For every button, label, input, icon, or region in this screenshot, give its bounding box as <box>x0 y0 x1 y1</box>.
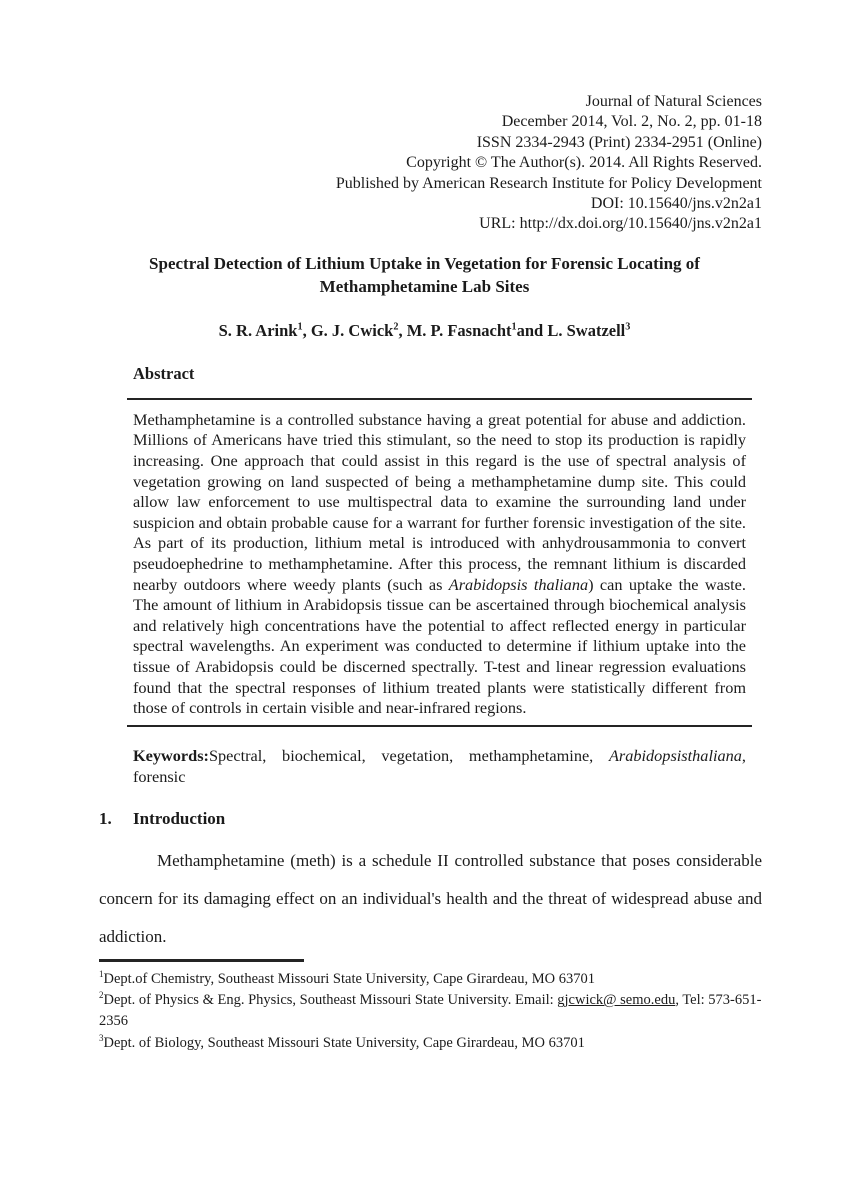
section-1-heading <box>99 807 762 830</box>
abstract-paragraph <box>127 410 752 719</box>
keywords-species-name: Arabidopsisthaliana <box>608 745 742 765</box>
author-2-affiliation-sup: 2 <box>393 321 399 333</box>
journal-copyright-line: Copyright © The Author(s). 2014. All Rights Reserved. <box>406 154 762 172</box>
footnote-3-marker: 3 <box>99 1033 104 1044</box>
journal-doi-line: DOI: 10.15640/jns.v2n2a1 <box>590 195 762 213</box>
journal-issue-line: December 2014, Vol. 2, No. 2, pp. 01-18 <box>501 113 762 131</box>
keywords-line <box>127 745 752 787</box>
footnotes-block <box>99 969 769 1055</box>
footnote-2-text: Dept. of Physics & Eng. Physics, Southeast Missouri State University. Email: <box>103 992 558 1009</box>
footnote-1-text: Dept.of Chemistry, Southeast Missouri State University, Cape Girardeau, MO 63701 <box>103 970 595 987</box>
footnote-3 <box>99 1033 769 1054</box>
footnote-separator <box>99 959 304 962</box>
footnote-3-text: Dept. of Biology, Southeast Missouri State University, Cape Girardeau, MO 63701 <box>103 1034 585 1051</box>
abstract-heading: Abstract <box>133 363 195 383</box>
journal-header <box>0 0 762 235</box>
paper-title-line-1: Spectral Detection of Lithium Uptake in Vegetation for Forensic Locating of <box>149 253 700 273</box>
abstract-species-name: Arabidopsis thaliana <box>448 574 589 594</box>
keywords-label: Keywords: <box>133 745 209 765</box>
journal-name: Journal of Natural Sciences <box>585 93 762 110</box>
paper-title <box>0 252 849 298</box>
footnote-1 <box>99 969 769 990</box>
journal-issn-line: ISSN 2334-2943 (Print) 2334-2951 (Online) <box>476 133 762 151</box>
email-link[interactable]: gjcwick@ semo.edu <box>557 992 676 1009</box>
footnote-2-tel: , Tel: 573-651-2356 <box>99 992 762 1030</box>
keywords-text-1: Spectral, biochemical, vegetation, methamphetamine, <box>208 745 609 765</box>
abstract-bottom-divider <box>127 725 752 727</box>
abstract-text-part-1: Methamphetamine is a controlled substance having a great potential for abuse and addiction. Millions of Americans have tried this stimulant, so the need to stop its production is rapidly increasing. One approach that could assist in this regard is the use of spectral analysis of vegetation growing on land suspected of being a methamphetamine dump site. This could allow law enforcement to use multispectral data to examine the surrounding land under suspicion and obtain probable cause for a warrant for further forensic investigation of the site. As part of its production, lithium metal is introduced with anhydrousammonia to convert pseudoephedrine to methamphetamine. After this process, the remnant lithium is discarded nearby outdoors where weedy plants (such as <box>133 409 746 594</box>
journal-url-line: URL: http://dx.doi.org/10.15640/jns.v2n2a1 <box>479 215 762 233</box>
introduction-paragraph: Methamphetamine (meth) is a schedule II controlled substance that poses considerable concern for its damaging effect on an individual's health and the threat of widespread abuse and addiction. <box>99 850 762 947</box>
author-3-affiliation-sup: 1 <box>511 321 517 333</box>
footnote-2 <box>99 990 769 1033</box>
footnote-2-marker: 2 <box>99 990 104 1001</box>
section-1-number: 1. <box>99 808 112 828</box>
author-3: , M. P. Fasnacht <box>398 320 512 340</box>
author-2: , G. J. Cwick <box>302 320 394 340</box>
journal-publisher-line: Published by American Research Institute for Policy Development <box>335 174 762 192</box>
abstract-top-divider <box>127 398 752 400</box>
authors-line <box>0 320 849 342</box>
abstract-section <box>127 363 752 727</box>
author-1: S. R. Arink <box>218 320 298 340</box>
author-4-affiliation-sup: 3 <box>625 321 631 333</box>
footnote-1-marker: 1 <box>99 968 104 979</box>
author-4: and L. Swatzell <box>516 320 626 340</box>
abstract-text-part-2: ) can uptake the waste. The amount of lithium in Arabidopsis tissue can be ascertained through biochemical analysis and relatively high concentrations have the potential to affect reflected energy in particular spectral wavelengths. An experiment was conducted to determine if lithium uptake into the tissue of Arabidopsis could be discerned spectrally. T-test and linear regression evaluations found that the spectral responses of lithium treated plants were statistically different from those of controls in certain visible and near-infrared regions. <box>133 574 746 718</box>
keywords-text-2: , forensic <box>133 745 746 786</box>
paper-title-line-2: Methamphetamine Lab Sites <box>319 276 530 296</box>
section-1-title: Introduction <box>133 808 226 828</box>
author-1-affiliation-sup: 1 <box>297 321 303 333</box>
